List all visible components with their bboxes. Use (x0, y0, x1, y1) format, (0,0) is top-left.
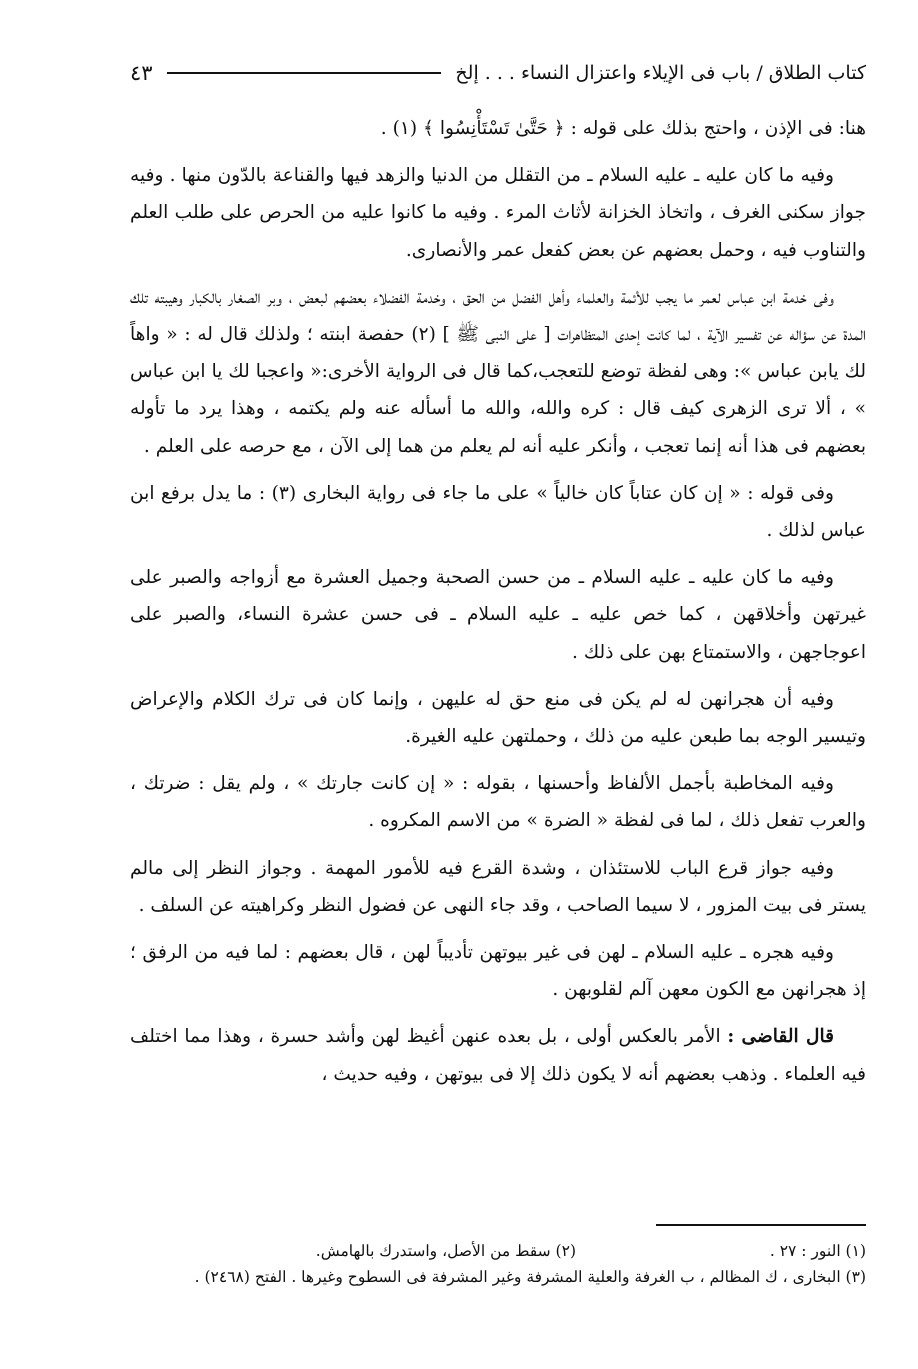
paragraph: وفيه هجره ـ عليه السلام ـ لهن فى غير بيوتهن تأديباً لهن ، قال بعضهم : لما فيه من الرفق ؛ إذ هجرانهن مع الكون معهن آلم لقلوبهن . (130, 942, 866, 1001)
footnote-separator (656, 1224, 866, 1226)
qadi-text: الأمر بالعكس أولى ، بل بعده عنهن أغيظ لهن وأشد حسرة ، وهذا مما اختلف فيه العلماء . وذهب بعضهم أنه لا يكون ذلك إلا فى بيوتهن ، وفيه حديث ، (130, 1026, 866, 1085)
qadi-paragraph (130, 1018, 866, 1092)
footnotes (130, 1238, 866, 1290)
paragraph: وفى قوله : « إن كان عتاباً كان خالياً » على ما جاء فى رواية البخارى (٣) : ما يدل برفع ابن عباس لذلك . (130, 482, 866, 542)
paragraph: وفى خدمة ابن عباس لعمر ما يجب للأئمة والعلماء وأهل الفضل من الحق ، وخدمة الفضلاء بعضهم لبعض ، وبر الصغار بالكبار وهيبته تلك المدة عن سؤاله عن تفسير الآية ، لما كانت إحدى المتظاهرات [ على النبى ﷺ ] (٢) حفصة ابنته ؛ ولذلك قال له : « واهاً لك يابن عباس »: وهى لفظة توضع للتعجب،كما قال فى الرواية الأخرى:« واعجبا لك يا ابن عباس » ، ألا ترى الزهرى كيف قال : كره والله، والله ما أسأله عنه ولم يكتمه ، وهذا يرد ما تأوله بعضهم فى هذا أنه إنما تعجب ، وأنكر عليه أنه لم يعلم من هما إلى الآن ، مع حرصه على العلم . (130, 286, 866, 457)
footnote-1: (١) النور : ٢٧ . (769, 1242, 866, 1260)
paragraph: وفيه ما كان عليه ـ عليه السلام ـ من التقلل من الدنيا والزهد فيها والقناعة بالدّون منها . وفيه جواز سكنى الغرف ، واتخاذ الخزانة لأثاث المرء . وفيه ما كانوا عليه من الحرص على طلب العلم والتناوب فيه ، وحمل بعضهم عن بعض كفعل عمر والأنصارى. (130, 165, 866, 261)
page-header (130, 56, 866, 90)
header-rule (167, 72, 442, 74)
running-title: كتاب الطلاق / باب فى الإيلاء واعتزال النساء . . . إلخ (455, 62, 866, 84)
paragraph: وفيه المخاطبة بأجمل الألفاظ وأحسنها ، بقوله : « إن كانت جارتك » ، ولم يقل : ضرتك ، والعرب تفعل ذلك ، لما فى لفظة « الضرة » من الاسم المكروه . (130, 773, 866, 832)
main-text (130, 110, 866, 1103)
footnote-3: (٣) البخارى ، ك المظالم ، ب الغرفة والعلية المشرفة وغير المشرفة فى السطوح وغيرها . الفتح (٢٤٦٨) . (194, 1268, 866, 1286)
paragraph: وفيه جواز قرع الباب للاستئذان ، وشدة القرع فيه للأمور المهمة . وجواز النظر إلى مالم يستر فى بيت المزور ، لا سيما الصاحب ، وقد جاء النهى عن فضول النظر وكراهيته عن السلف . (130, 857, 866, 916)
paragraph: وفيه ما كان عليه ـ عليه السلام ـ من حسن الصحبة وجميل العشرة مع أزواجه والصبر على غيرتهن وأخلاقهن ، كما خص عليه ـ عليه السلام ـ فى حسن عشرة النساء، والصبر على اعوجاجهن ، والاستمتاع بهن على ذلك . (130, 567, 866, 663)
paragraph: وفيه أن هجرانهن له لم يكن فى منع حق له عليهن ، وإنما كان فى ترك الكلام والإعراض وتيسير الوجه بما طبعن عليه من ذلك ، وحملتهن عليه الغيرة. (130, 688, 866, 748)
page-number: ٤٣ (130, 61, 153, 85)
paragraph: هنا: فى الإذن ، واحتج بذلك على قوله : ﴿ حَتَّىٰ تَسْتَأْنِسُوا ﴾ (١) . (380, 118, 866, 139)
qadi-lead: قال القاضى : (727, 1026, 835, 1048)
footnote-row (130, 1264, 866, 1290)
footnote-2: (٢) سقط من الأصل، واستدرك بالهامش. (315, 1242, 576, 1260)
footnote-row (130, 1238, 866, 1264)
